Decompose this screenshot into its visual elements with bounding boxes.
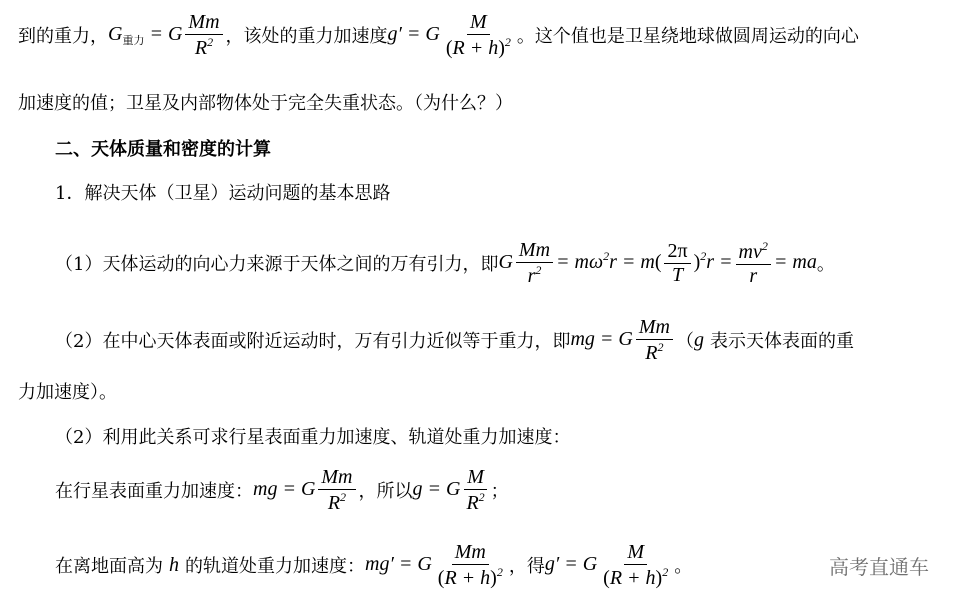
section-heading-text: 二、天体质量和密度的计算 xyxy=(55,139,271,160)
p5-text-c: ，得 xyxy=(508,556,545,577)
formula-surface-weight: mg = G $\frac{Mm}{R^2}$ xyxy=(253,467,359,514)
p4-text-c: ； xyxy=(490,481,509,502)
formula-centripetal-force: G $\frac{Mm}{r^2}$ = $m\omega^2r = m$( $\frac{2\pi}{T}$ )$^2$r = $\frac{mv^2}{r}$ = ma xyxy=(498,238,817,287)
p2-text-a: （2）在中心天体表面或附近运动时，万有引力近似等于重力，即 xyxy=(55,331,571,352)
symbol-g: g xyxy=(693,328,704,351)
item-1 xyxy=(55,162,390,222)
paragraph-2 xyxy=(55,310,854,370)
line2-text: 加速度的值；卫星及内部物体处于完全失重状态。（为什么？） xyxy=(18,93,513,114)
line1-text-c: 。这个值也是卫星绕地球做圆周运动的向心 xyxy=(516,26,859,47)
p1-text-a: （1）天体运动的向心力来源于天体之间的万有引力，即 xyxy=(55,254,499,275)
p1-text-b: 。 xyxy=(816,254,835,275)
formula-gravity-weight: $G_{重力} = G$ $\frac{Mm}{R^2}$ xyxy=(108,12,226,59)
formula-gravity-acceleration-orbit: g′ = G $\frac{M}{(R + h)^2}$ xyxy=(387,10,511,59)
line1-text-b: ，该处的重力加速度 xyxy=(225,26,388,47)
paragraph-5 xyxy=(55,535,692,595)
formula-orbit-acceleration: g′ = G $\frac{M}{(R + h)^2}$ xyxy=(544,540,669,589)
paragraph-1 xyxy=(55,233,835,293)
formula-weight-gravity: mg = G $\frac{Mm}{R^2}$ xyxy=(570,317,676,364)
p4-text-a: 在行星表面重力加速度： xyxy=(55,481,253,502)
item1-text: 1．解决天体（卫星）运动问题的基本思路 xyxy=(55,183,391,204)
p4-text-b: ，所以 xyxy=(358,481,413,502)
paragraph-3 xyxy=(55,406,570,466)
p5-text-b: 的轨道处重力加速度： xyxy=(185,556,365,577)
p5-text-a: 在离地面高为 xyxy=(55,556,163,577)
formula-orbit-weight: mg′ = G $\frac{Mm}{(R + h)^2}$ xyxy=(365,540,503,589)
watermark: 高考直通车 xyxy=(829,555,929,579)
p2-text-c: 力加速度）。 xyxy=(18,382,117,403)
line1-text-a: 到的重力， xyxy=(18,26,108,47)
p2-text-b: 表示天体表面的重 xyxy=(709,331,854,352)
paragraph-4 xyxy=(55,460,509,520)
symbol-h: h xyxy=(169,553,179,576)
line-1 xyxy=(18,5,859,65)
formula-surface-acceleration: g = G $\frac{M}{R^2}$ xyxy=(413,467,491,514)
p2-paren-open: （ xyxy=(675,331,694,352)
p5-text-d: 。 xyxy=(674,556,693,577)
p3-text: （2）利用此关系可求行星表面重力加速度、轨道处重力加速度： xyxy=(55,427,571,448)
